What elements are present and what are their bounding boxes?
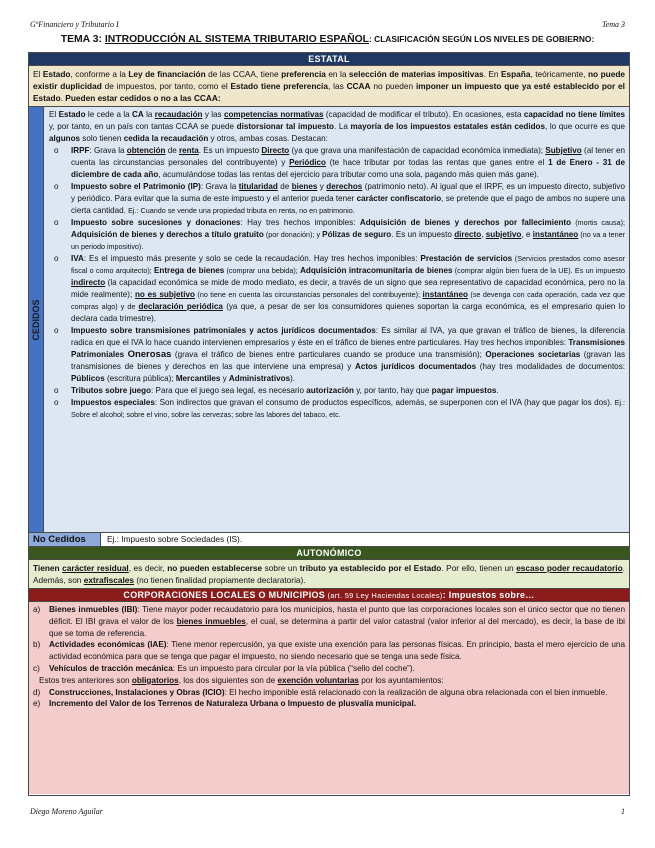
no-cedidos-text: Ej.: Impuesto sobre Sociedades (IS). bbox=[101, 533, 629, 546]
cedidos-intro: El Estado le cede a la CA la recaudación y las competencias normativas (capacidad de modificar el tributo). En ocasiones, esta capacidad no tiene límites y, por tanto, en un país con tantas CCAA se puede distorsionar tal impuesto. La mayoría de los impuestos estatales están cedidos, lo que ocurre es que algunos solo tienen cedida la recaudación y otros, ambas cosas. Destacan: bbox=[49, 110, 626, 143]
list-item-especiales: o Impuestos especiales: Son indirectos que gravan el consumo de productos específicos, además, se superponen con el IVA (hay que pagar los dos). Ej.: Sobre el alcohol; sobre el vino, sobre las cervezas; sobre las labores del tabaco, etc. bbox=[54, 398, 626, 419]
list-item-icio: d) Construcciones, Instalaciones y Obras (ICIO): El hecho imponible está relacionado con la realización de alguna obra relacionada con el bien inmueble. bbox=[33, 687, 608, 697]
page-footer bbox=[30, 807, 625, 819]
no-cedidos-row bbox=[29, 533, 629, 547]
title-prefix: TEMA 3: bbox=[60, 34, 105, 45]
list-item-juego: o Tributos sobre juego: Para que el juego sea legal, es necesario autorización y, por tanto, hay que pagar impuestos. bbox=[54, 386, 499, 395]
page-number: 1 bbox=[621, 807, 625, 816]
locales-note: Estos tres anteriores son obligatorios, los dos siguientes son de exención voluntarias por los ayuntamientos: bbox=[39, 675, 444, 685]
autonomico-paragraph: Tienen carácter residual, es decir, no pueden establecerse sobre un tributo ya establecido por el Estado. Por ello, tienen un escaso poder recaudatorio. Además, son extrafiscales (no tienen finalidad propiamente declaratoria). bbox=[29, 560, 629, 589]
header-subject: GºFinanciero y Tributario I bbox=[30, 20, 119, 29]
page-header bbox=[30, 20, 625, 32]
list-item-irpf: o IRPF: Grava la obtención de renta. Es un impuesto Directo (ya que grava una manifestación de capacidad económica inmediata); Subjetivo (al tener en cuenta las circunstancias personales del contribuyente) y Periódico (te hace tributar por todas las rentas que ganes entre el 1 de Enero - 31 de diciembre de cada año, acumulándose todas las rentas del ejercicio para tributar como una sola, pagando más quien más gane). bbox=[54, 146, 625, 179]
list-item-plusvalia: e) Incremento del Valor de los Terrenos de Naturaleza Urbana o Impuesto de plusvalía municipal. bbox=[33, 699, 417, 709]
autonomico-heading: AUTONÓMICO bbox=[29, 547, 629, 560]
estatal-heading: ESTATAL bbox=[29, 53, 629, 66]
no-cedidos-label: No Cedidos bbox=[29, 533, 101, 546]
locales-heading: CORPORACIONES LOCALES O MUNICIPIOS (art. 59 Ley Haciendas Locales): Impuestos sobre… bbox=[29, 589, 629, 602]
cedidos-side-label: CEDIDOS bbox=[29, 107, 44, 532]
list-item-sucesiones: o Impuesto sobre sucesiones y donaciones: Hay tres hechos imponibles: Adquisición de bienes y derechos por fallecimiento (mortis causa); Adquisición de bienes y derechos a título gratuito (por donación); y Pólizas de seguro. Es un impuesto directo, subjetivo, e instantáneo (no va a tener un periodo impositivo). bbox=[54, 218, 625, 251]
list-item-iae: b) Actividades económicas (IAE): Tiene menor repercusión, ya que existe una exención para las personas físicas. En principio, basta el mero ejercicio de una actividad económica para que se tenga que pagar el impuesto, no siendo necesario que se tenga una sede física. bbox=[33, 640, 626, 662]
list-item-vehiculos: c) Vehículos de tracción mecánica: Es un impuesto para circular por la vía pública (“sello del coche”). bbox=[33, 663, 415, 673]
list-item-ibi: a) Bienes inmuebles (IBI): Tiene mayor poder recaudatorio para los municipios, hasta el punto que las corporaciones locales son el único sector que no tienen déficit. El IBI grava el valor de los bienes inmuebles, el cual, se determina a partir del valor catastral (valor inferior al del mercado), es decir, la base de ibi que se toma de referencia. bbox=[33, 605, 626, 638]
cedidos-list bbox=[49, 145, 625, 421]
list-item-iva: o IVA: Es el impuesto más presente y solo se cede la recaudación. Hay tres hechos imponibles: Prestación de servicios (Servicios prestados como asesor fiscal o como arquitecto); Entrega de bienes (comprar una bebida); Adquisición intracomunitaria de bienes (comprar algún bien fuera de la UE). Es un impuesto indirecto (la capacidad económica se mide de modo mediato, es decir, a través de un signo que sea representativo de capacidad económica, pero no la mide realmente); no es subjetivo (no tiene en cuenta las circunstancias personales del contribuyente); instantáneo (se devenga con cada operación, cada vez que compras algo) y de declaración periódica (ya que, a pesar de ser los consumidores quienes soportan la carga económica, es el empresario quien lo declara cada trimestre). bbox=[54, 254, 626, 323]
cedidos-content bbox=[44, 107, 629, 532]
cedidos-section bbox=[29, 107, 629, 533]
title-suffix: : CLASIFICACIÓN SEGÚN LOS NIVELES DE GOBIERNO: bbox=[369, 34, 595, 44]
list-item-transmisiones: o Impuesto sobre transmisiones patrimoniales y actos jurídicos documentados: Es similar al IVA, ya que gravan el tráfico de bienes, la diferencia radica en que el IVA lo hace cuando intervienen empresarios y éste en el tráfico de bienes entre particulares. Hay tres hechos imponibles: Transmisiones Patrimoniales Onerosas (grava el tráfico de bienes entre particulares cuando se produce una transmisión); Operaciones societarias (gravan las transmisiones de bienes y derechos en las que interviene una empresa) y Actos jurídicos documentados (hay tres modalidades de documentos: Públicos (escritura pública); Mercantiles y Administrativos). bbox=[54, 326, 626, 383]
locales-content bbox=[29, 602, 629, 794]
footer-author: Diego Moreno Aguilar bbox=[30, 807, 103, 816]
header-topic: Tema 3 bbox=[601, 20, 625, 29]
estatal-paragraph: El Estado, conforme a la Ley de financiación de las CCAA, tiene preferencia en la selección de materias impositivas. En España, teóricamente, no puede existir duplicidad de impuestos, por tanto, como el Estado tiene preferencia, las CCAA no pueden imponer un impuesto que ya esté establecido por el Estado. Pueden estar cedidos o no a las CCAA: bbox=[29, 66, 629, 107]
page-title bbox=[30, 34, 625, 50]
list-item-patrimonio: o Impuesto sobre el Patrimonio (IP): Grava la titularidad de bienes y derechos (patrimonio neto). Al igual que el IRPF, es un impuesto directo, subjetivo y periódico. Para evitar que la suma de este impuesto y el anterior pueda tener carácter confiscatorio, se pretende que el pago de ambos no supere una cierta cantidad. Ej.: Cuando se vende una propiedad tributa en renta, no en patrimonio. bbox=[54, 182, 625, 215]
content-table bbox=[28, 52, 630, 796]
title-main: INTRODUCCIÓN AL SISTEMA TRIBUTARIO ESPAÑOL bbox=[104, 34, 370, 45]
